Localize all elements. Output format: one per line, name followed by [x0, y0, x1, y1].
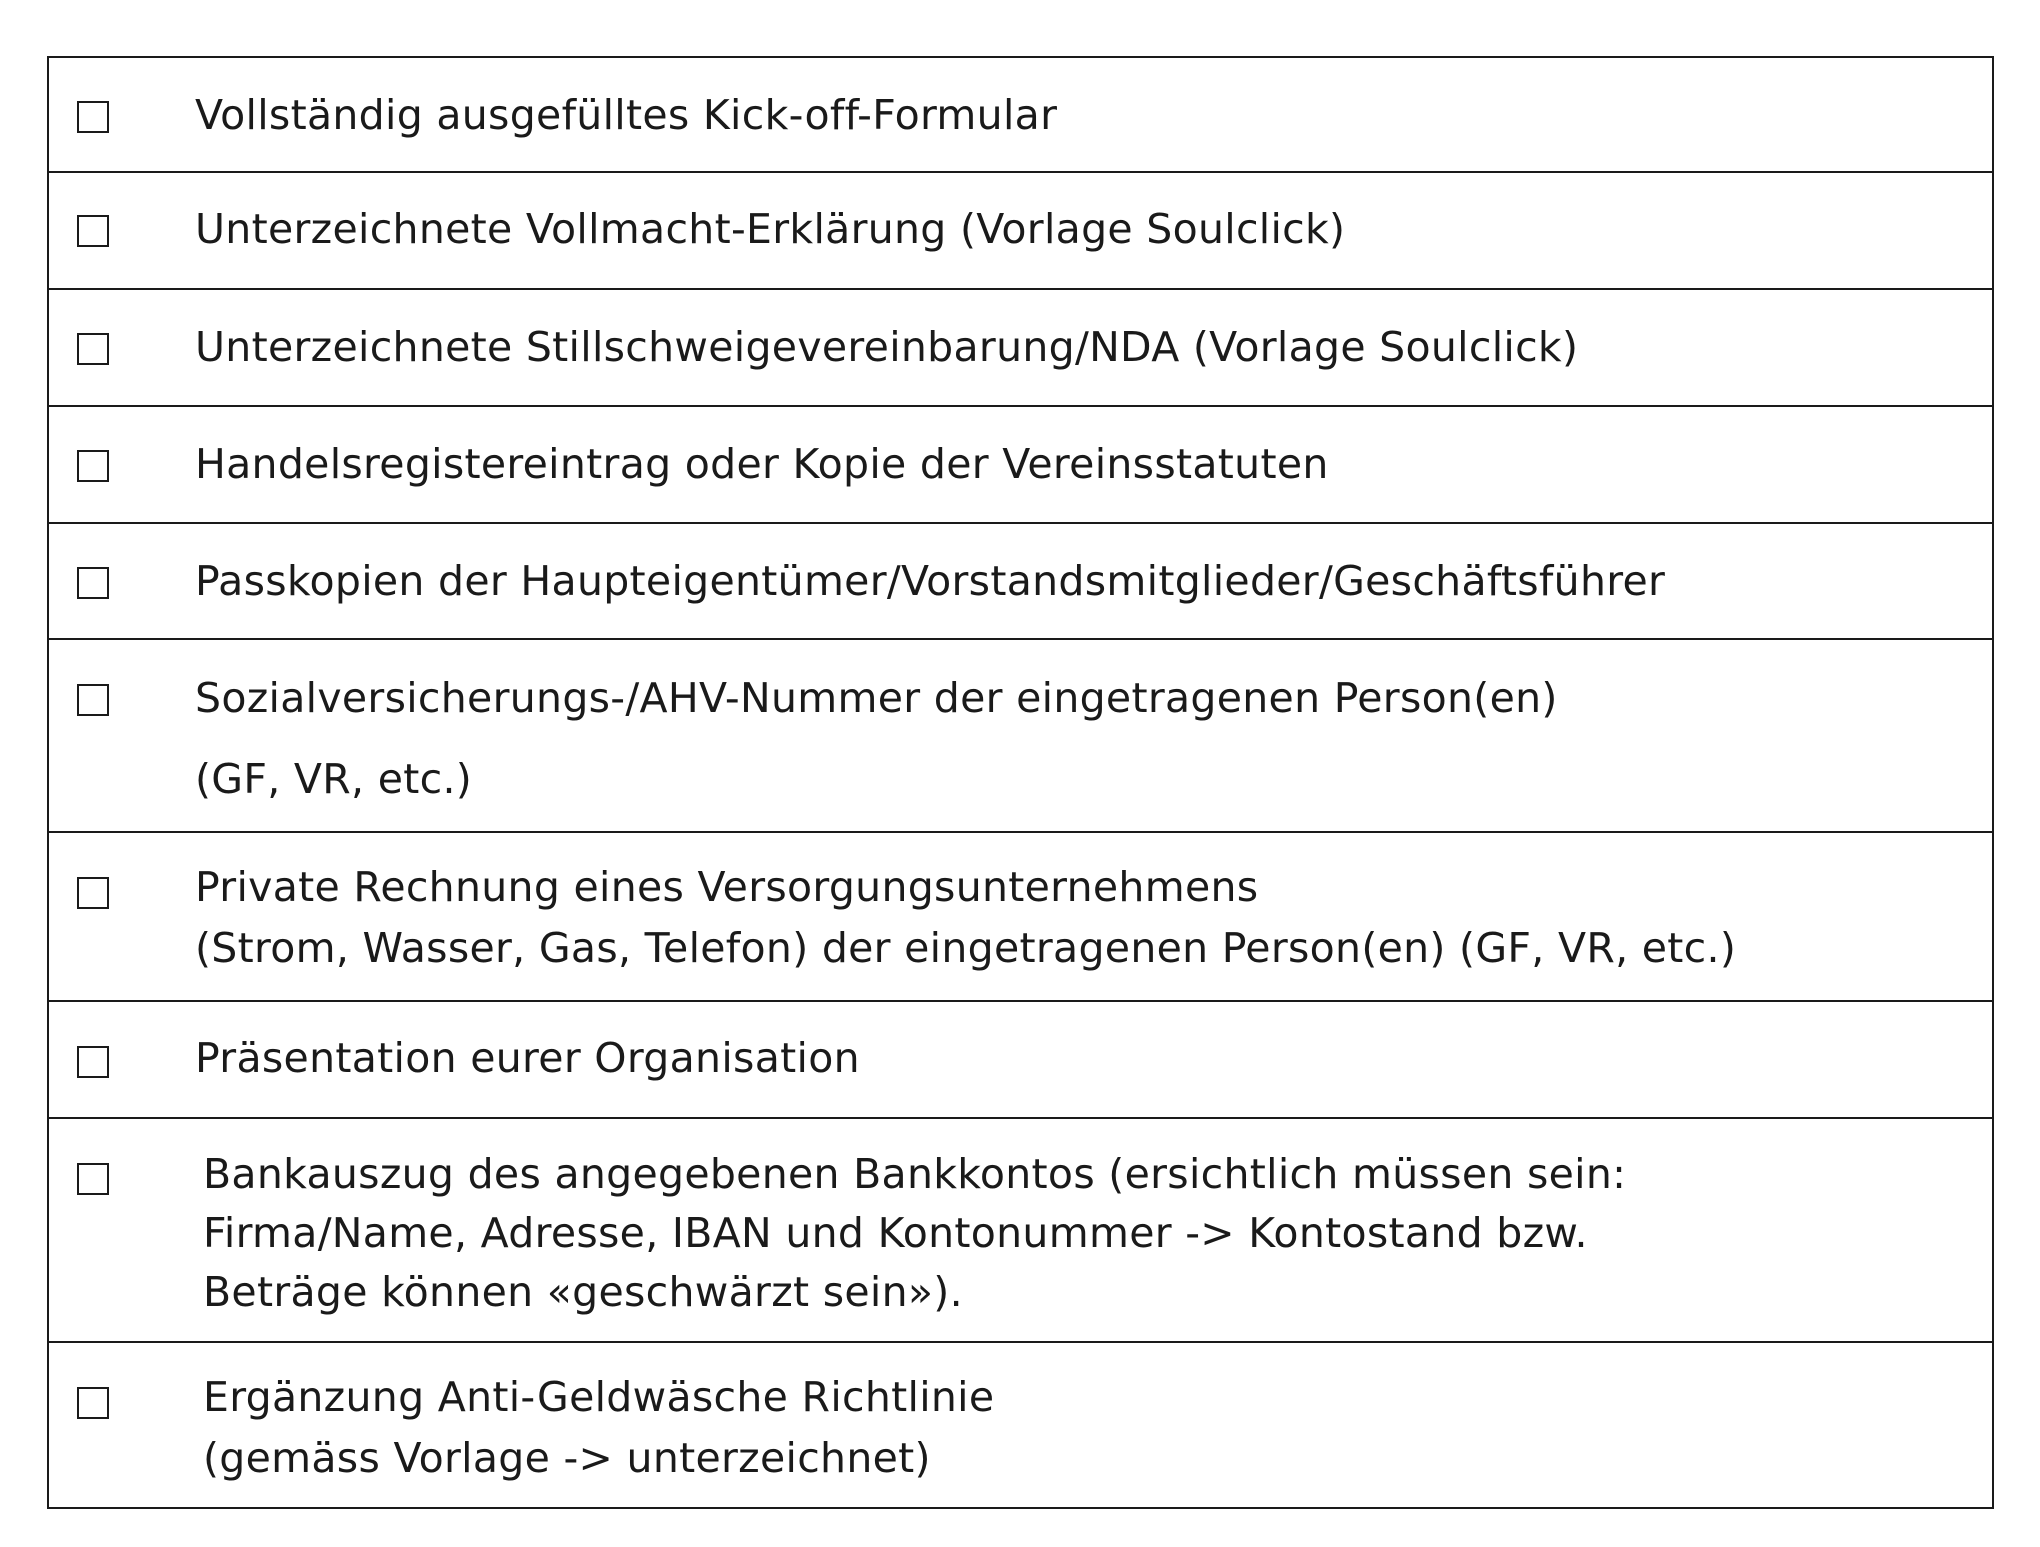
checklist-item-label: Private Rechnung eines Versorgungsunternehmens (Strom, Wasser, Gas, Telefon) der eingetragenen Person(en) (GF, VR, etc.): [195, 863, 1737, 972]
checklist-item-power-of-attorney: [49, 173, 1992, 290]
checklist-item-label: Bankauszug des angegebenen Bankkontos (ersichtlich müssen sein: Firma/Name, Adresse, IBAN und Kontonummer -> Kontostand bzw. Beträge können «geschwärzt sein»).: [203, 1150, 1627, 1316]
checkbox[interactable]: [77, 1046, 109, 1078]
checkbox[interactable]: [77, 1163, 109, 1195]
checkbox[interactable]: [77, 333, 109, 365]
checklist-item-utility-bill: [49, 833, 1992, 1002]
checklist-item-anti-money-laundering: [49, 1343, 1992, 1507]
checkbox[interactable]: [77, 684, 109, 716]
checkbox[interactable]: [77, 450, 109, 482]
checklist-item-label: Präsentation eurer Organisation: [195, 1034, 860, 1082]
checklist-item-commercial-register: [49, 407, 1992, 524]
checklist-item-label: Sozialversicherungs-/AHV-Nummer der eingetragenen Person(en) (GF, VR, etc.): [195, 674, 1558, 803]
checkbox[interactable]: [77, 877, 109, 909]
checklist-item-label: Vollständig ausgefülltes Kick-off-Formular: [195, 91, 1058, 139]
checklist-item-kickoff-form: [49, 58, 1992, 173]
checklist-item-label: Unterzeichnete Stillschweigevereinbarung/NDA (Vorlage Soulclick): [195, 323, 1579, 371]
checklist-item-bank-statement: [49, 1119, 1992, 1343]
checklist-item-label: Unterzeichnete Vollmacht-Erklärung (Vorlage Soulclick): [195, 205, 1346, 253]
checkbox[interactable]: [77, 101, 109, 133]
checklist-item-label: Passkopien der Haupteigentümer/Vorstandsmitglieder/Geschäftsführer: [195, 557, 1666, 605]
document-checklist: [47, 56, 1994, 1509]
checkbox[interactable]: [77, 215, 109, 247]
checklist-item-label: Ergänzung Anti-Geldwäsche Richtlinie (gemäss Vorlage -> unterzeichnet): [203, 1373, 995, 1482]
checkbox[interactable]: [77, 1387, 109, 1419]
checklist-item-label: Handelsregistereintrag oder Kopie der Vereinsstatuten: [195, 440, 1329, 488]
checklist-item-social-security-number: [49, 640, 1992, 833]
checkbox[interactable]: [77, 567, 109, 599]
checklist-item-organisation-presentation: [49, 1002, 1992, 1119]
checklist-item-nda: [49, 290, 1992, 407]
checklist-item-passport-copies: [49, 524, 1992, 640]
